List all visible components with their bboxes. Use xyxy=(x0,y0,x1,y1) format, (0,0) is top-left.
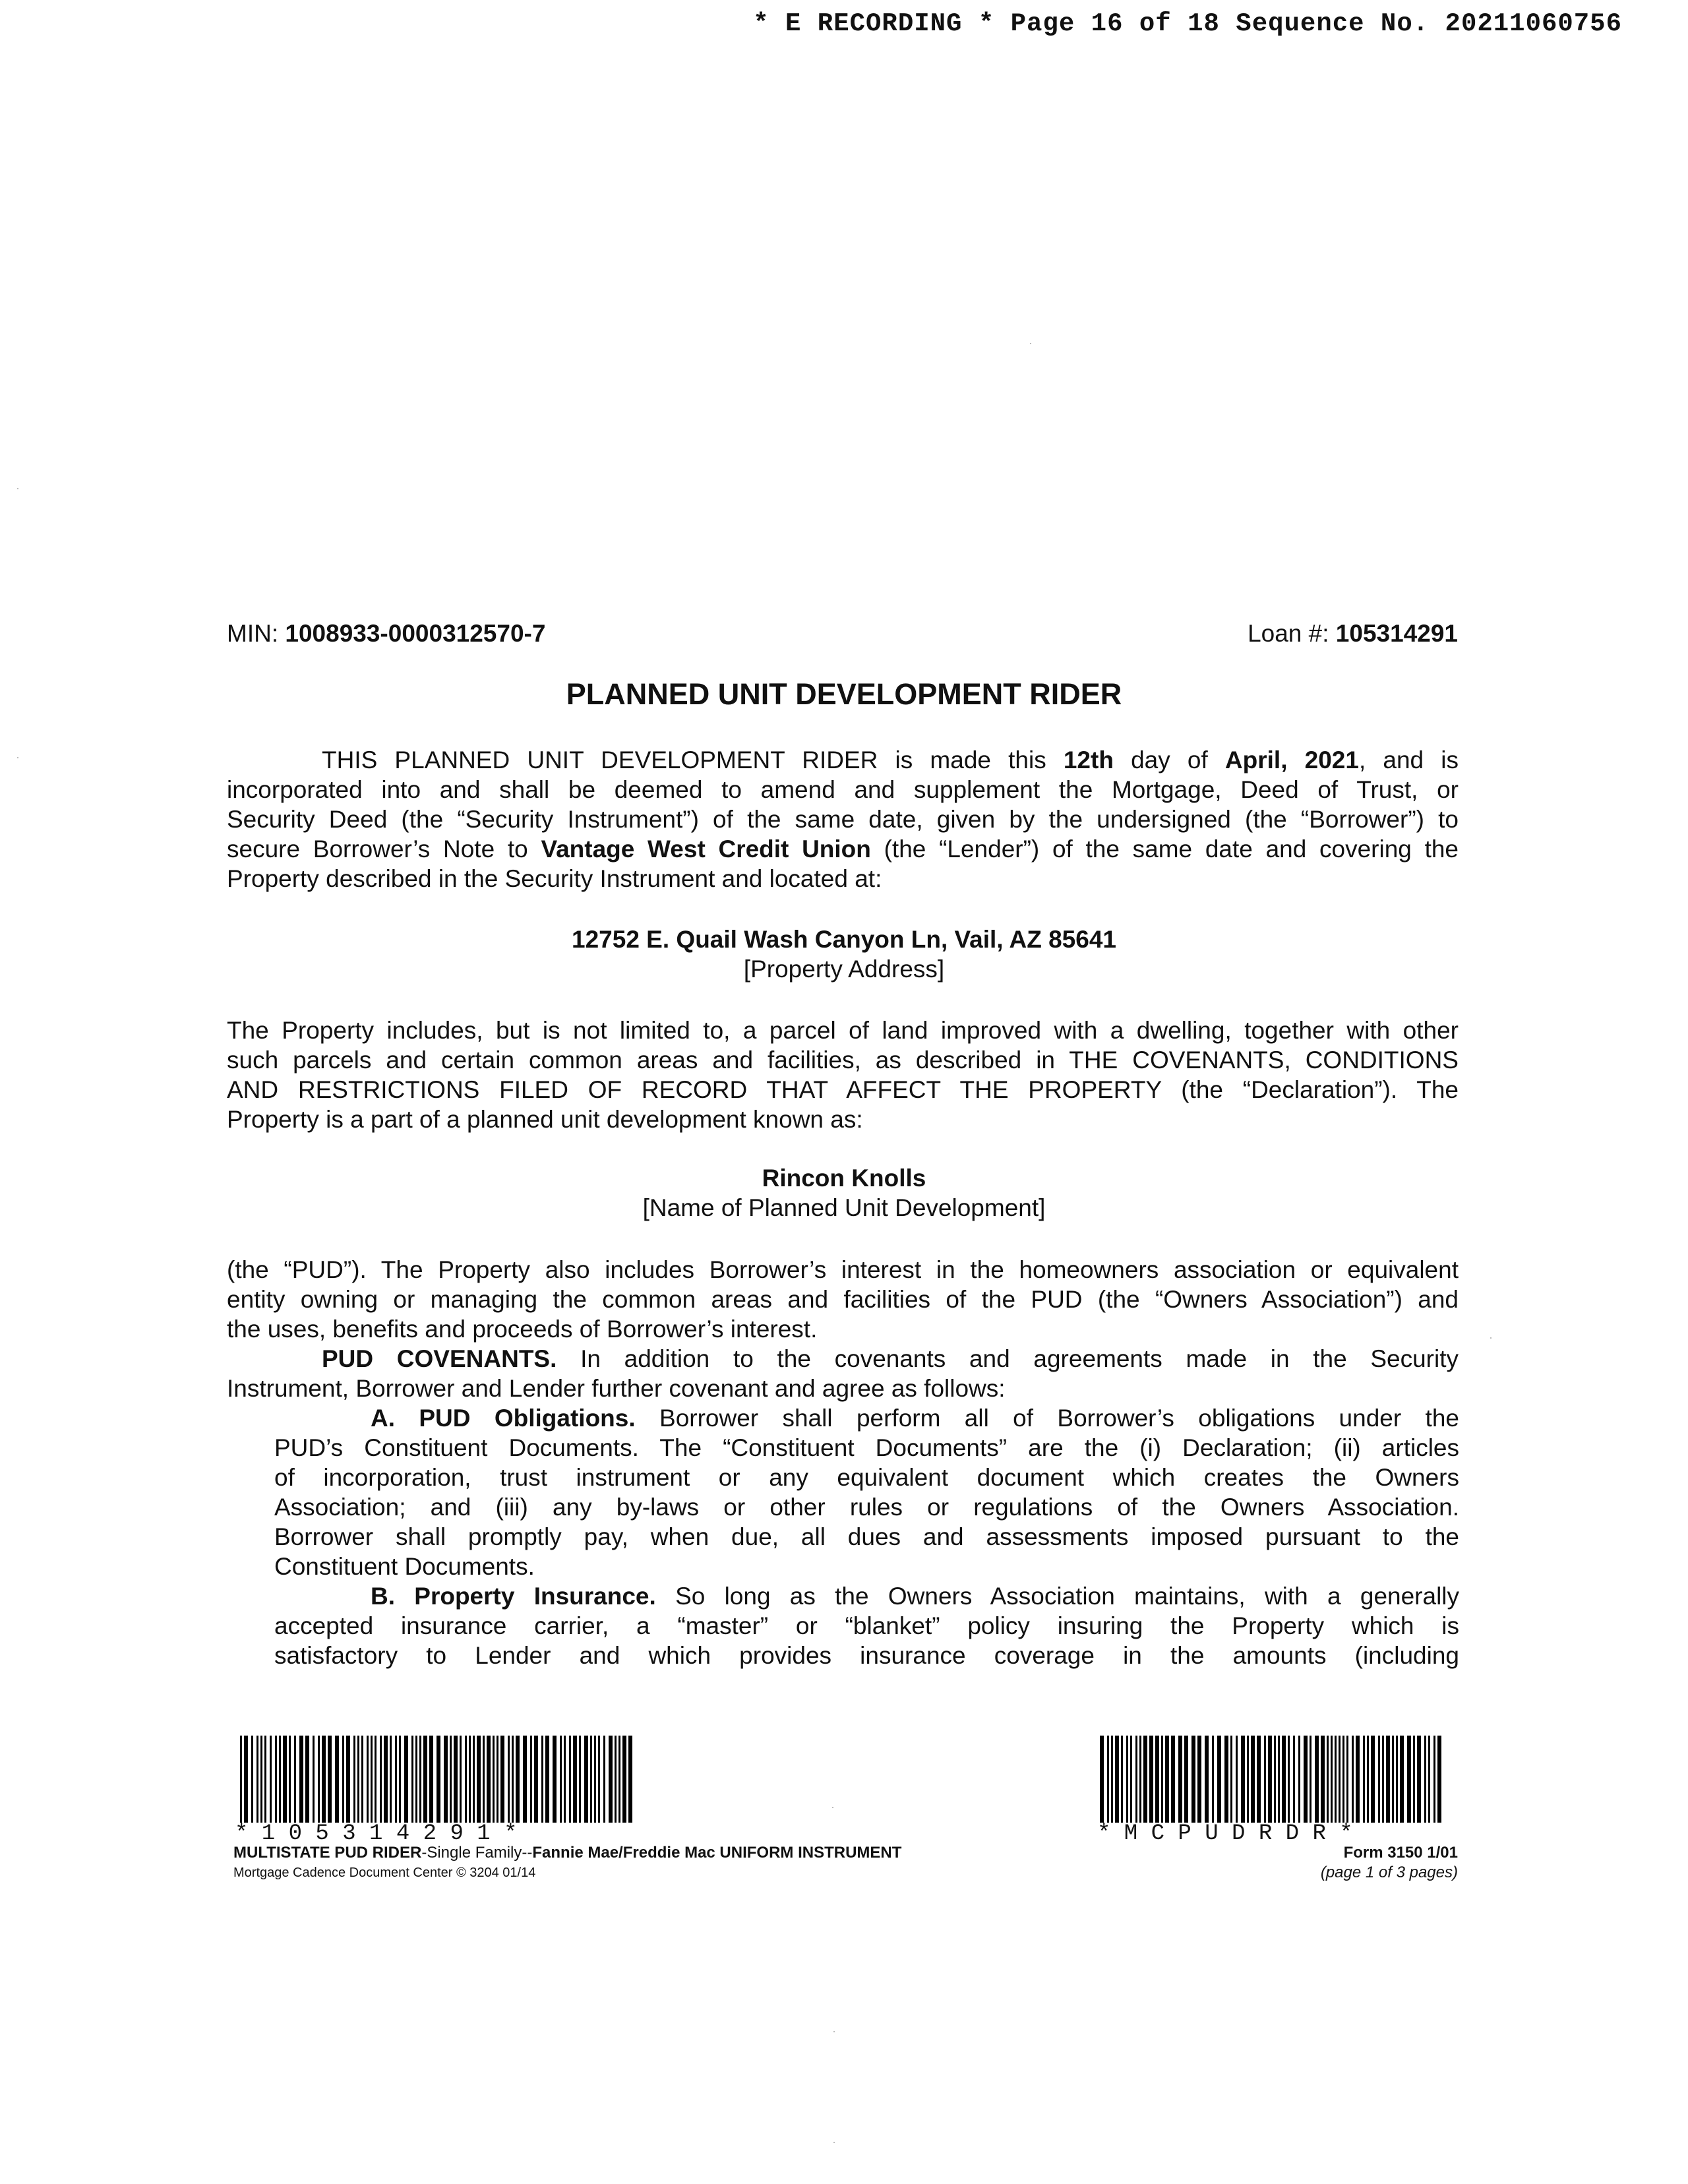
barcode-bar xyxy=(1143,1736,1147,1823)
loan-value: 105314291 xyxy=(1335,620,1458,647)
pud-name-block xyxy=(0,1163,1688,1223)
min-value: 1008933-0000312570-7 xyxy=(285,620,546,647)
barcode-bar xyxy=(1184,1736,1188,1823)
section-b-line-3: satisfactory to Lender and which provides insurance coverage in the amounts (including xyxy=(274,1642,1459,1669)
barcode-bar xyxy=(1165,1736,1169,1823)
barcode-bar xyxy=(500,1736,504,1823)
loan-barcode xyxy=(240,1736,636,1823)
property-address-block xyxy=(0,925,1688,984)
property-address-caption: [Property Address] xyxy=(743,956,945,983)
barcode-bar xyxy=(1197,1736,1201,1823)
barcode-bar xyxy=(353,1736,355,1823)
barcode-bar xyxy=(1315,1736,1319,1823)
barcode-bar xyxy=(1212,1736,1214,1823)
barcode-bar xyxy=(1428,1736,1430,1823)
loan-number xyxy=(1248,619,1458,648)
section-a-line-2: PUD’s Constituent Documents. The “Constituent Documents” are the (i) Declaration; (ii) articles xyxy=(274,1434,1459,1461)
barcode-bar xyxy=(419,1736,421,1823)
barcode-bar xyxy=(423,1736,427,1823)
property-address: 12752 E. Quail Wash Canyon Ln, Vail, AZ 85641 xyxy=(572,926,1116,953)
form-barcode xyxy=(1100,1736,1447,1823)
section-a-line-3: of incorporation, trust instrument or any equivalent document which creates the Owners xyxy=(274,1464,1459,1491)
barcode-bar xyxy=(1139,1736,1141,1823)
barcode-bar xyxy=(1382,1736,1384,1823)
barcode-bar xyxy=(318,1736,320,1823)
section-a-line-6: Constituent Documents. xyxy=(274,1553,535,1580)
barcode-bar xyxy=(342,1736,344,1823)
barcode-bar xyxy=(1178,1736,1182,1823)
barcode-bar xyxy=(251,1736,253,1823)
barcode-bar xyxy=(1155,1736,1159,1823)
barcode-bar xyxy=(573,1736,577,1823)
pud-covenants-heading: PUD COVENANTS. xyxy=(322,1345,557,1372)
section-a-heading: A. PUD Obligations. xyxy=(371,1405,636,1432)
pud-paragraph xyxy=(227,1255,1459,1403)
barcode-bar xyxy=(415,1736,417,1823)
rider-day: 12th xyxy=(1063,746,1114,774)
pud-name-caption: [Name of Planned Unit Development] xyxy=(642,1194,1046,1221)
barcode-bar xyxy=(483,1736,485,1823)
barcode-bar xyxy=(1378,1736,1380,1823)
intro-line-1: THIS PLANNED UNIT DEVELOPMENT RIDER is made this 12th day of April, 2021, and is xyxy=(322,746,1459,774)
barcode-bar xyxy=(1149,1736,1153,1823)
barcode-bar xyxy=(335,1736,339,1823)
barcode-bar xyxy=(460,1736,462,1823)
barcode-bar xyxy=(1274,1736,1276,1823)
section-b-line-2: accepted insurance carrier, a “master” or “blanket” policy insuring the Property which is xyxy=(274,1612,1459,1639)
barcode-bar xyxy=(1321,1736,1325,1823)
loan-barcode-text: * 1 0 5 3 1 4 2 9 1 * xyxy=(235,1821,518,1846)
barcode-bar xyxy=(1342,1736,1344,1823)
barcode-bar xyxy=(579,1736,581,1823)
barcode-bar xyxy=(411,1736,413,1823)
scan-speck xyxy=(1490,1337,1492,1339)
barcode-bar xyxy=(477,1736,481,1823)
barcode-bar xyxy=(465,1736,467,1823)
barcode-bar xyxy=(1205,1736,1209,1823)
barcode-bar xyxy=(512,1736,514,1823)
barcode-bar xyxy=(283,1736,287,1823)
barcode-bar xyxy=(1293,1736,1295,1823)
barcode-bar xyxy=(534,1736,538,1823)
pud-line-3: the uses, benefits and proceeds of Borrower’s interest. xyxy=(227,1316,818,1343)
barcode-bar xyxy=(603,1736,605,1823)
footer-right xyxy=(1321,1843,1458,1883)
barcode-bar xyxy=(1230,1736,1232,1823)
barcode-bar xyxy=(1437,1736,1441,1823)
min-number xyxy=(227,619,545,648)
barcode-bar xyxy=(560,1736,562,1823)
lender-name: Vantage West Credit Union xyxy=(541,835,871,863)
barcode-bar xyxy=(289,1736,291,1823)
barcode-bar xyxy=(1400,1736,1404,1823)
footer-page-count: (page 1 of 3 pages) xyxy=(1320,1864,1458,1881)
footer-document-center: Mortgage Cadence Document Center © 3204 01/14 xyxy=(233,1866,536,1880)
scan-speck xyxy=(17,488,18,489)
scan-speck xyxy=(833,2031,835,2032)
document-title: PLANNED UNIT DEVELOPMENT RIDER xyxy=(566,677,1122,711)
declaration-paragraph xyxy=(227,1016,1459,1134)
barcode-bar xyxy=(622,1736,626,1823)
scan-speck xyxy=(17,757,18,758)
barcode-bar xyxy=(1392,1736,1394,1823)
form-barcode-text: * M C P U D R D R * xyxy=(1097,1821,1353,1846)
barcode-bar xyxy=(454,1736,458,1823)
loan-label: Loan #: xyxy=(1248,620,1329,647)
section-a-line-5: Borrower shall promptly pay, when due, all dues and assessments imposed pursuant to the xyxy=(274,1523,1459,1550)
barcode-bar xyxy=(299,1736,303,1823)
barcode-bar xyxy=(1171,1736,1175,1823)
barcode-bar xyxy=(1310,1736,1311,1823)
barcode-bar xyxy=(1424,1736,1426,1823)
barcode-bar xyxy=(469,1736,471,1823)
scan-speck xyxy=(1030,343,1031,344)
barcode-bar xyxy=(395,1736,397,1823)
barcode-bar xyxy=(1111,1736,1113,1823)
barcode-bar xyxy=(1346,1736,1348,1823)
barcode-bar xyxy=(244,1736,248,1823)
barcode-bar xyxy=(1191,1736,1195,1823)
barcode-bar xyxy=(615,1736,617,1823)
barcode-bar xyxy=(493,1736,495,1823)
loan-barcode-graphic xyxy=(240,1736,636,1823)
barcode-bar xyxy=(1115,1736,1119,1823)
pud-name: Rincon Knolls xyxy=(762,1165,926,1192)
barcode-bar xyxy=(294,1736,296,1823)
barcode-bar xyxy=(564,1736,566,1823)
barcode-bar xyxy=(371,1736,373,1823)
barcode-bar xyxy=(497,1736,498,1823)
footer-form-number: Form 3150 1/01 xyxy=(1343,1844,1458,1862)
declaration-line-3: AND RESTRICTIONS FILED OF RECORD THAT AFFECT THE PROPERTY (the “Declaration”). The xyxy=(227,1076,1459,1103)
barcode-bar xyxy=(516,1736,520,1823)
barcode-bar xyxy=(275,1736,277,1823)
section-a-line-4: Association; and (iii) any by-laws or other rules or regulations of the Owners Association. xyxy=(274,1494,1459,1521)
barcode-bar xyxy=(1331,1736,1333,1823)
barcode-bar xyxy=(1251,1736,1255,1823)
barcode-bar xyxy=(444,1736,448,1823)
footer-left xyxy=(233,1843,901,1883)
barcode-bar xyxy=(357,1736,359,1823)
recording-header: * E RECORDING * Page 16 of 18 Sequence No. 20211060756 xyxy=(753,9,1622,38)
intro-line-5: Property described in the Security Instrument and located at: xyxy=(227,865,882,892)
barcode-bar xyxy=(256,1736,258,1823)
barcode-bar xyxy=(384,1736,388,1823)
barcode-bar xyxy=(618,1736,620,1823)
barcode-bar xyxy=(598,1736,600,1823)
barcode-bar xyxy=(380,1736,382,1823)
barcode-bar xyxy=(1367,1736,1369,1823)
declaration-line-1: The Property includes, but is not limited to, a parcel of land improved with a dwelling, together with other xyxy=(227,1017,1459,1044)
intro-line-3: Security Deed (the “Security Instrument”) of the same date, given by the undersigned (the “Borrower”) to xyxy=(227,806,1459,833)
barcode-bar xyxy=(328,1736,332,1823)
barcode-bar xyxy=(1161,1736,1163,1823)
barcode-bar xyxy=(1130,1736,1132,1823)
scan-speck xyxy=(833,2142,835,2143)
barcode-bar xyxy=(541,1736,543,1823)
barcode-bar xyxy=(1288,1736,1290,1823)
barcode-bar xyxy=(569,1736,571,1823)
barcode-bar xyxy=(270,1736,272,1823)
barcode-bar xyxy=(1407,1736,1411,1823)
barcode-bar xyxy=(1107,1736,1109,1823)
barcode-bar xyxy=(1298,1736,1300,1823)
pud-covenants-line: PUD COVENANTS. In addition to the covenants and agreements made in the Security xyxy=(322,1345,1459,1372)
barcode-bar xyxy=(1304,1736,1308,1823)
barcode-bar xyxy=(508,1736,510,1823)
scan-speck xyxy=(832,1807,833,1808)
covenant-sections xyxy=(274,1403,1459,1670)
barcode-bar xyxy=(322,1736,326,1823)
barcode-bar xyxy=(1217,1736,1221,1823)
barcode-bar xyxy=(429,1736,433,1823)
min-label: MIN: xyxy=(227,620,279,647)
barcode-bar xyxy=(487,1736,491,1823)
barcode-bar xyxy=(1135,1736,1137,1823)
barcode-bar xyxy=(399,1736,401,1823)
barcode-bar xyxy=(1247,1736,1249,1823)
barcode-bar xyxy=(1264,1736,1266,1823)
section-b-heading: B. Property Insurance. xyxy=(371,1583,656,1610)
footer-form-title: MULTISTATE PUD RIDER-Single Family--Fannie Mae/Freddie Mac UNIFORM INSTRUMENT xyxy=(233,1844,902,1862)
barcode-bar xyxy=(1396,1736,1398,1823)
barcode-bar xyxy=(545,1736,549,1823)
barcode-bar xyxy=(1327,1736,1329,1823)
barcode-bar xyxy=(530,1736,532,1823)
rider-date: April, 2021 xyxy=(1224,746,1359,774)
barcode-bar xyxy=(390,1736,392,1823)
barcode-bar xyxy=(375,1736,377,1823)
barcode-bar xyxy=(1268,1736,1272,1823)
barcode-bar xyxy=(609,1736,613,1823)
barcode-bar xyxy=(305,1736,309,1823)
barcode-bar xyxy=(404,1736,408,1823)
barcode-bar xyxy=(1386,1736,1390,1823)
barcode-bar xyxy=(553,1736,557,1823)
section-a-line-1: A. PUD Obligations. Borrower shall perform all of Borrower’s obligations under the xyxy=(371,1405,1459,1432)
pud-line-5: Instrument, Borrower and Lender further covenant and agree as follows: xyxy=(227,1375,1006,1402)
barcode-bar xyxy=(1335,1736,1337,1823)
barcode-bar xyxy=(1121,1736,1123,1823)
barcode-bar xyxy=(584,1736,588,1823)
barcode-bar xyxy=(1236,1736,1238,1823)
barcode-bar xyxy=(1356,1736,1360,1823)
section-b-line-1: B. Property Insurance. So long as the Owners Association maintains, with a generally xyxy=(371,1583,1460,1610)
barcode-bar xyxy=(628,1736,632,1823)
declaration-line-2: such parcels and certain common areas and facilities, as described in THE COVENANTS, CONDITIONS xyxy=(227,1046,1459,1074)
pud-line-1: (the “PUD”). The Property also includes Borrower’s interest in the homeowners association or equivalent xyxy=(227,1256,1459,1283)
barcode-bar xyxy=(590,1736,592,1823)
barcode-bar xyxy=(1433,1736,1435,1823)
barcode-bar xyxy=(1241,1736,1245,1823)
barcode-bar xyxy=(361,1736,363,1823)
barcode-bar xyxy=(1363,1736,1365,1823)
barcode-bar xyxy=(1257,1736,1261,1823)
pud-line-2: entity owning or managing the common areas and facilities of the PUD (the “Owners Association”) and xyxy=(227,1286,1459,1313)
barcode-bar xyxy=(1100,1736,1104,1823)
barcode-bar xyxy=(279,1736,281,1823)
barcode-bar xyxy=(450,1736,452,1823)
form-barcode-graphic xyxy=(1100,1736,1447,1823)
barcode-bar xyxy=(260,1736,262,1823)
barcode-bar xyxy=(367,1736,369,1823)
barcode-bar xyxy=(264,1736,266,1823)
declaration-line-4: Property is a part of a planned unit development known as: xyxy=(227,1106,863,1133)
barcode-bar xyxy=(1417,1736,1421,1823)
barcode-bar xyxy=(594,1736,596,1823)
barcode-bar xyxy=(1282,1736,1286,1823)
barcode-bar xyxy=(523,1736,527,1823)
barcode-bar xyxy=(346,1736,350,1823)
barcode-bar xyxy=(1224,1736,1228,1823)
barcode-bar xyxy=(1339,1736,1341,1823)
barcode-bar xyxy=(1413,1736,1415,1823)
barcode-bar xyxy=(313,1736,315,1823)
barcode-bar xyxy=(1352,1736,1354,1823)
intro-line-2: incorporated into and shall be deemed to amend and supplement the Mortgage, Deed of Trust, or xyxy=(227,776,1459,803)
barcode-bar xyxy=(437,1736,440,1823)
barcode-bar xyxy=(1126,1736,1128,1823)
barcode-bar xyxy=(240,1736,242,1823)
intro-paragraph xyxy=(227,745,1459,894)
barcode-bar xyxy=(1278,1736,1280,1823)
barcode-bar xyxy=(1371,1736,1375,1823)
barcode-bar xyxy=(473,1736,475,1823)
intro-line-4: secure Borrower’s Note to Vantage West Credit Union (the “Lender”) of the same date and covering the xyxy=(227,835,1459,863)
